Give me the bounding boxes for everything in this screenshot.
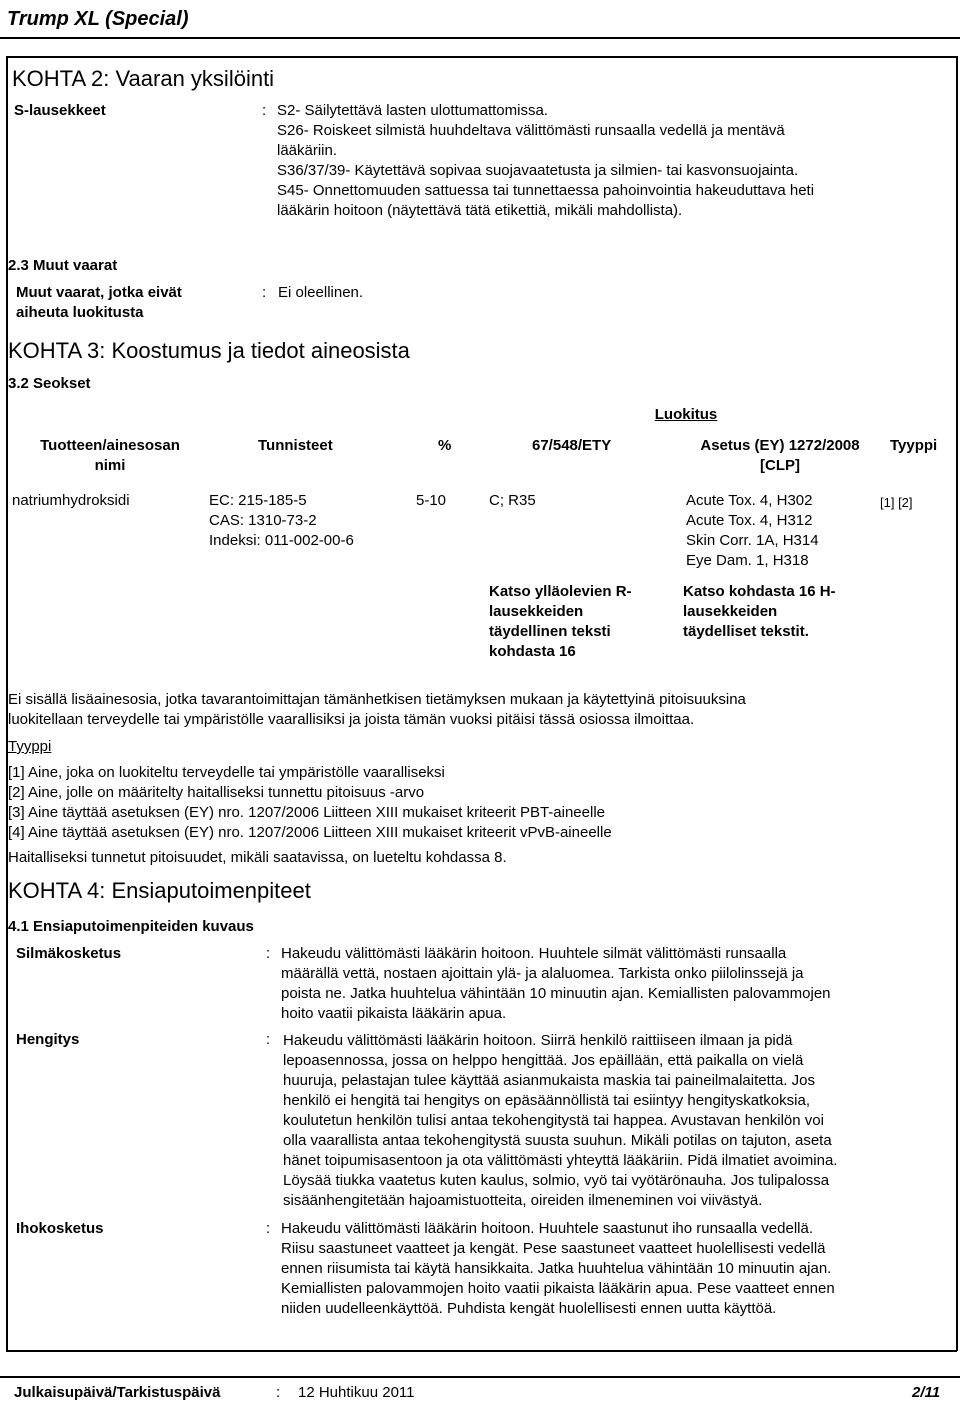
- col-header-clp: [680, 436, 880, 476]
- classification-group-header: Luokitus: [654, 406, 718, 423]
- frame-right-border: [956, 56, 958, 1351]
- text-line: Hakeudu välittömästi lääkärin hoitoon. Huuhtele saastunut iho runsaalla vedellä.: [281, 1220, 813, 1237]
- text-line: Hakeudu välittömästi lääkärin hoitoon. Huuhtele silmät välittömästi runsaalla: [281, 945, 787, 962]
- s-phrase-line: S45- Onnettomuuden sattuessa tai tunnettaessa pahoinvointia hakeuduttava heti: [277, 182, 815, 199]
- col-header-name-line: nimi: [94, 456, 126, 474]
- text-line: olla vaarallista antaa tekohengitystä suusta suuhun. Mikäli potilas on tajuton, aseta: [283, 1132, 832, 1149]
- additional-ingredients-paragraph: [8, 690, 746, 730]
- clp-line: Skin Corr. 1A, H314: [686, 532, 819, 549]
- text-line: Löysää tiukka vaatetus kuten kaulus, solmio, vyö tai vyötärönauha. Jos tulipalossa: [283, 1172, 830, 1189]
- table-cell-clp: [686, 491, 819, 571]
- col-header-dir: 67/548/ETY: [532, 437, 612, 454]
- type-list: [8, 763, 612, 843]
- skin-contact-text: [281, 1219, 835, 1319]
- text-line: sisäänhengitetään hajoamistuotteita, oireiden ilmeneminen voi viivästyä.: [283, 1192, 763, 1209]
- footer-divider: [0, 1376, 960, 1378]
- clp-line: Acute Tox. 4, H312: [686, 512, 813, 529]
- col-header-ids: Tunnisteet: [258, 437, 333, 454]
- inhalation-text: [283, 1031, 837, 1211]
- other-hazards-colon: :: [262, 284, 267, 301]
- text-line: Riisu saastuneet vaatteet ja kengät. Pese saastuneet vaatteet huolellisesti vedellä: [281, 1240, 826, 1257]
- clp-line: Acute Tox. 4, H302: [686, 492, 813, 509]
- type-item: [2] Aine, jolle on määritelty haitalliseksi tunnettu pitoisuus -arvo: [8, 784, 425, 801]
- type-item: [1] Aine, joka on luokiteltu terveydelle tai ympäristölle vaaralliseksi: [8, 764, 445, 781]
- text-line: henkilö ei hengitä tai hengitys on epäsäännöllistä tai esiintyy hengityskatkoksia,: [283, 1092, 810, 1109]
- text-line: hänet toipumisasentoon ja ota välittömästi yhteyttä lääkäriin. Pidä ilmatiet avoimina.: [283, 1152, 838, 1169]
- col-header-clp-line: Asetus (EY) 1272/2008: [700, 437, 860, 454]
- col-header-name-line: Tuotteen/ainesosan: [40, 437, 180, 454]
- text-line: niiden uudelleenkäyttöä. Puhdista kengät huolellisesti ennen uutta käyttöä.: [281, 1300, 777, 1317]
- note-line: lausekkeiden: [489, 603, 584, 620]
- eye-contact-label: Silmäkosketus: [16, 945, 122, 962]
- note-line: täydellinen teksti: [489, 623, 611, 640]
- text-line: lepoasennossa, jossa on helppo hengittää. Jos epäillään, että paikalla on vielä: [283, 1052, 804, 1069]
- id-line: CAS: 1310-73-2: [209, 512, 317, 529]
- table-cell-type: [1] [2]: [880, 495, 913, 510]
- text-line: Hakeudu välittömästi lääkärin hoitoon. Siirrä henkilö raittiiseen ilmaan ja pidä: [283, 1032, 793, 1049]
- table-cell-ids: [209, 491, 354, 551]
- table-cell-dir: C; R35: [489, 492, 536, 509]
- frame-top-border: [6, 56, 957, 58]
- note-r-phrases: [489, 582, 632, 662]
- eye-contact-text: [281, 944, 831, 1024]
- s-phrase-line: S26- Roiskeet silmistä huuhdeltava välittömästi runsaalla vedellä ja mentävä: [277, 122, 785, 139]
- table-cell-pct: 5-10: [416, 492, 447, 509]
- subsection-2-3-title: 2.3 Muut vaarat: [8, 257, 118, 274]
- note-line: Katso kohdasta 16 H-: [683, 583, 836, 600]
- skin-contact-colon: :: [266, 1220, 271, 1237]
- type-item: [3] Aine täyttää asetuksen (EY) nro. 1207/2006 Liitteen XIII mukaiset kriteerit PBT-aineelle: [8, 804, 605, 821]
- other-hazards-label-2: aiheuta luokitusta: [16, 304, 144, 321]
- inhalation-colon: :: [266, 1031, 271, 1048]
- inhalation-label: Hengitys: [16, 1031, 80, 1048]
- type-item: [4] Aine täyttää asetuksen (EY) nro. 1207/2006 Liitteen XIII mukaiset kriteerit vPvB-aineelle: [8, 824, 612, 841]
- id-line: EC: 215-185-5: [209, 492, 307, 509]
- col-header-pct: %: [438, 437, 452, 454]
- note-line: kohdasta 16: [489, 643, 576, 660]
- subsection-3-2-title: 3.2 Seokset: [8, 375, 91, 392]
- footer-date-label: Julkaisupäivä/Tarkistuspäivä: [14, 1384, 221, 1401]
- footer-date: 12 Huhtikuu 2011: [298, 1384, 415, 1401]
- document-title: Trump XL (Special): [7, 8, 189, 30]
- section-3-title: KOHTA 3: Koostumus ja tiedot aineosista: [8, 338, 410, 363]
- paragraph-line: luokitellaan terveydelle tai ympäristölle vaarallisiksi ja joista tämän vuoksi pitäisi tässä osiossa ilmoittaa.: [8, 711, 695, 728]
- paragraph-line: Ei sisällä lisäainesosia, jotka tavarantoimittajan tämänhetkisen tietämyksen mukaan ja käytettyinä pitoisuuksina: [8, 691, 746, 708]
- text-line: ennen riisumista tai käytä hansikkaita. Jatka huuhtelua vähintään 10 minuutin ajan.: [281, 1260, 832, 1277]
- note-line: täydelliset tekstit.: [683, 623, 809, 640]
- other-hazards-label-1: Muut vaarat, jotka eivät: [16, 284, 182, 301]
- type-heading: Tyyppi: [8, 738, 52, 755]
- table-cell-name: natriumhydroksidi: [12, 492, 130, 509]
- s-phrase-line: S2- Säilytettävä lasten ulottumattomissa.: [277, 102, 548, 119]
- s-phrase-lines: [277, 101, 814, 221]
- text-line: hoito vaatii pikaista lääkärin apua.: [281, 1005, 507, 1022]
- concentrations-note: Haitalliseksi tunnetut pitoisuudet, mikäli saatavissa, on lueteltu kohdassa 8.: [8, 849, 507, 866]
- note-h-phrases: [683, 582, 836, 642]
- col-header-clp-line: [CLP]: [760, 456, 800, 474]
- section-4-title: KOHTA 4: Ensiaputoimenpiteet: [8, 878, 311, 903]
- note-line: Katso ylläolevien R-: [489, 583, 632, 600]
- clp-line: Eye Dam. 1, H318: [686, 552, 809, 569]
- text-line: Kemiallisten palovammojen hoito vaatii pikaista lääkärin apua. Pese vaatteet ennen: [281, 1280, 835, 1297]
- other-hazards-value: Ei oleellinen.: [278, 284, 364, 301]
- section-2-title: KOHTA 2: Vaaran yksilöinti: [12, 66, 275, 91]
- col-header-type: Tyyppi: [890, 437, 938, 454]
- note-line: lausekkeiden: [683, 603, 778, 620]
- frame-bottom-border: [6, 1350, 957, 1352]
- footer-colon: :: [276, 1384, 281, 1401]
- col-header-name: [20, 436, 200, 476]
- s-phrase-line: S36/37/39- Käytettävä sopivaa suojavaatetusta ja silmien- tai kasvonsuojainta.: [277, 162, 799, 179]
- text-line: poista ne. Jatka huuhtelua vähintään 10 minuutin ajan. Kemiallisten palovammojen: [281, 985, 831, 1002]
- s-phrases-colon: :: [262, 102, 267, 119]
- text-line: huuruja, pelastajan tulee käyttää asianmukaista maskia tai paineilmalaitetta. Jos: [283, 1072, 815, 1089]
- s-phrases-label: S-lausekkeet: [14, 102, 106, 119]
- text-line: määrällä vettä, nostaen ajoittain ylä- ja alaluomea. Tarkista onko piilolinssejä ja: [281, 965, 804, 982]
- id-line: Indeksi: 011-002-00-6: [209, 532, 354, 549]
- s-phrase-line: lääkärin hoitoon (näytettävä tätä etikettiä, mikäli mahdollista).: [277, 202, 683, 219]
- s-phrase-line: lääkäriin.: [277, 142, 338, 159]
- subsection-4-1-title: 4.1 Ensiaputoimenpiteiden kuvaus: [8, 918, 254, 935]
- title-divider: [0, 37, 960, 39]
- text-line: koulutetun henkilön tulisi antaa tekohengitystä tai happea. Avustavan henkilön voi: [283, 1112, 824, 1129]
- skin-contact-label: Ihokosketus: [16, 1220, 104, 1237]
- page-number: 2/11: [912, 1384, 941, 1401]
- eye-contact-colon: :: [266, 945, 271, 962]
